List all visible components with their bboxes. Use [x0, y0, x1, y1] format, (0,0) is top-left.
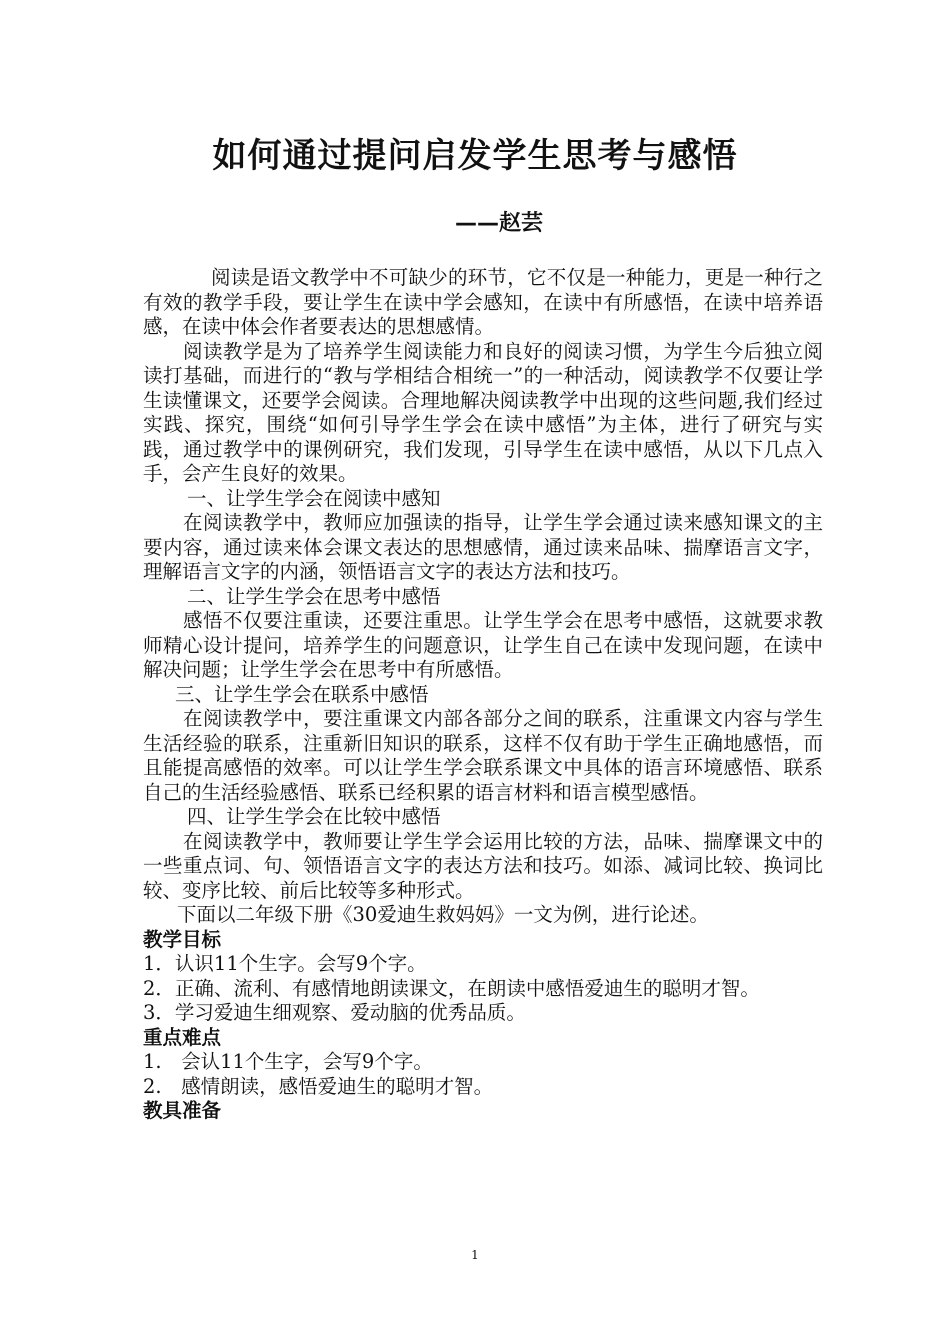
paragraph-think: 感悟不仅要注重读，还要注重思。让学生学会在思考中感悟，这就要求教师精心设计提问，培养学生的问题意识，让学生自己在读中发现问题，在读中解决问题；让学生学会在思考中有所感悟。	[143, 609, 823, 681]
subheading-compare: 四、让学生学会在比较中感悟	[187, 805, 441, 828]
paragraph-example-intro: 下面以二年级下册《30爱迪生救妈妈》一文为例，进行论述。	[177, 903, 709, 926]
subheading-think: 二、让学生学会在思考中感悟	[187, 584, 441, 608]
paragraph-connect: 在阅读教学中，要注重课文内部各部分之间的联系，注重课文内容与学生生活经验的联系，注重新旧知识的联系，这样不仅有助于学生正确地感悟，而且能提高感悟的效率。可以让学生学会联系课文中具体的语言环境感悟、联系自己的生活经验感悟、联系已经积累的语言材料和语言模型感悟。	[143, 707, 823, 804]
goal-item: 3．学习爱迪生细观察、爱动脑的优秀品质。	[143, 1001, 526, 1024]
key-point-item: 2. 感情朗读，感悟爱迪生的聪明才智。	[143, 1074, 494, 1098]
paragraph-intro: 阅读是语文教学中不可缺少的环节，它不仅是一种能力，更是一种行之有效的教学手段，要让学生在读中学会感知，在读中有所感悟，在读中培养语感，在读中体会作者要表达的思想感情。	[143, 266, 823, 338]
heading-teaching-tools: 教具准备	[143, 1099, 222, 1122]
heading-teaching-goals: 教学目标	[143, 927, 222, 951]
heading-key-points: 重点难点	[143, 1025, 222, 1049]
paragraph-purpose: 阅读教学是为了培养学生阅读能力和良好的阅读习惯，为学生今后独立阅读打基础，而进行的“教与学相结合相统一”的一种活动，阅读教学不仅要让学生读懂课文，还要学会阅读。合理地解决阅读教学中出现的这些问题,我们经过实践、探究，围绕“如何引导学生学会在读中感悟”为主体，进行了研究与实践，通过教学中的课例研究，我们发现，引导学生在读中感悟，从以下几点入手，会产生良好的效果。	[143, 339, 823, 485]
key-point-item: 1. 会认11个生字，会写9个字。	[143, 1050, 433, 1073]
subheading-connect: 三、让学生学会在联系中感悟	[175, 682, 429, 706]
paragraph-perceive: 在阅读教学中，教师应加强读的指导，让学生学会通过读来感知课文的主要内容，通过读来体会课文表达的思想感情，通过读来品味、揣摩语言文字，理解语言文字的内涵，领悟语言文字的表达方法和技巧。	[143, 511, 823, 583]
goal-item: 2．正确、流利、有感情地朗读课文，在朗读中感悟爱迪生的聪明才智。	[143, 976, 760, 1000]
document-body	[143, 266, 823, 1124]
document-title: 如何通过提问启发学生思考与感悟	[212, 136, 738, 176]
subheading-perceive: 一、让学生学会在阅读中感知	[187, 486, 441, 510]
author-line: ——赵芸	[455, 211, 544, 236]
paragraph-compare: 在阅读教学中，教师要让学生学会运用比较的方法，品味、揣摩课文中的一些重点词、句、领悟语言文字的表达方法和技巧。如添、减词比较、换词比较、变序比较、前后比较等多种形式。	[143, 829, 823, 902]
page-number: 1	[471, 1248, 479, 1262]
goal-item: 1．认识11个生字。会写9个字。	[143, 952, 427, 975]
